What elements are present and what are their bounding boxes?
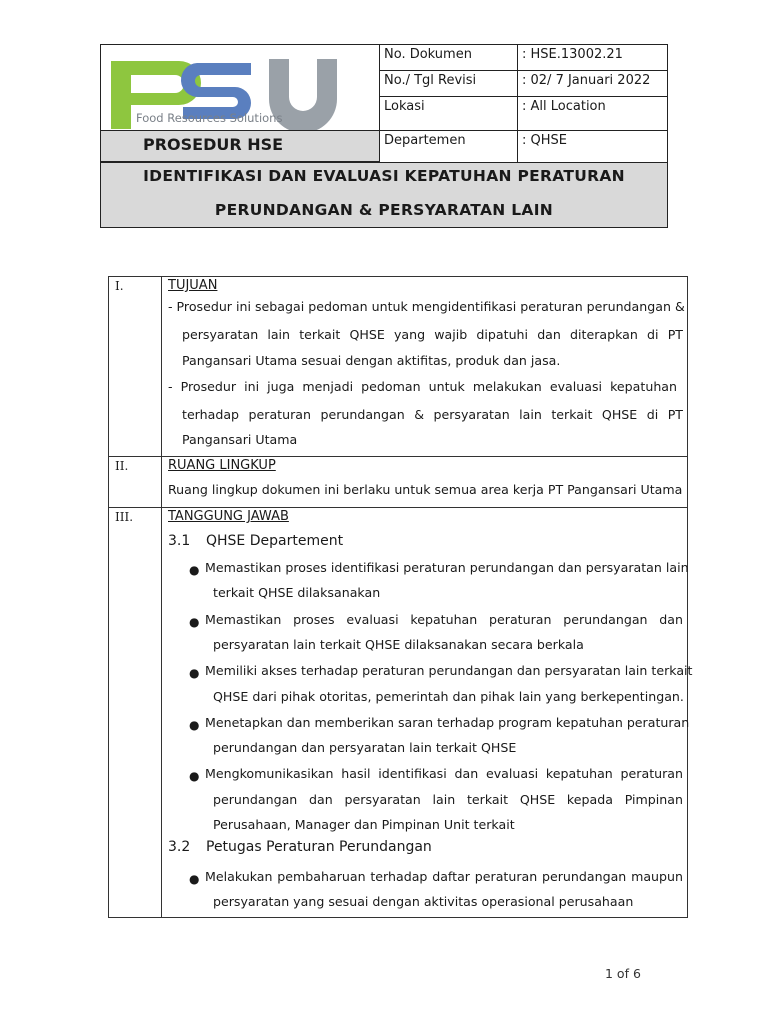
responsibility-line: Memiliki akses terhadap peraturan perundangan dan persyaratan lain terkait [205,663,693,678]
responsibility-line: perundangan dan persyaratan lain terkait QHSE kepada Pimpinan [213,792,683,807]
tujuan-line: terhadap peraturan perundangan & persyaratan lain terkait QHSE di PT [182,407,683,422]
document-title-line2: PERUNDANGAN & PERSYARATAN LAIN [214,201,554,219]
meta-value-doc-no: : HSE.13002.21 [517,44,668,70]
responsibility-line: terkait QHSE dilaksanakan [213,585,381,600]
subsection-number: 3.1 [168,533,191,549]
document-title-cell [100,162,668,228]
subsection-number: 3.2 [168,839,191,855]
tujuan-line: Pangansari Utama sesuai dengan aktifitas, produk dan jasa. [182,353,561,368]
section-number: I. [115,279,124,293]
responsibility-line: persyaratan lain terkait QHSE dilaksanakan secara berkala [213,637,584,652]
section-title-tanggung-jawab: TANGGUNG JAWAB [168,509,289,524]
bullet-icon: ● [189,615,200,629]
subsection-heading-3-1 [168,533,343,549]
responsibility-line: Perusahaan, Manager dan Pimpinan Unit terkait [213,817,515,832]
tujuan-line: Pangansari Utama [182,432,298,447]
tujuan-line: - Prosedur ini sebagai pedoman untuk mengidentifikasi peraturan perundangan & [168,299,685,314]
column-divider [161,277,162,917]
row-divider [109,456,687,457]
section-title-tujuan: TUJUAN [168,278,218,293]
meta-value-department: : QHSE [517,130,668,162]
bullet-icon: ● [189,872,200,886]
meta-label-revision: No./ Tgl Revisi [379,70,517,96]
section-number: II. [115,459,129,473]
subsection-title: QHSE Departement [206,533,344,549]
meta-value-revision: : 02/ 7 Januari 2022 [517,70,668,96]
responsibility-line: Menetapkan dan memberikan saran terhadap program kepatuhan peraturan [205,715,690,730]
page-number: 1 of 6 [605,966,641,981]
section-title-ruang-lingkup: RUANG LINGKUP [168,458,276,473]
logo-caption: Food Resources Solutions [136,111,283,125]
tujuan-line: - Prosedur ini juga menjadi pedoman untuk melakukan evaluasi kepatuhan [168,379,677,394]
subsection-heading-3-2 [168,839,432,855]
bullet-icon: ● [189,666,200,680]
responsibility-line: persyaratan yang sesuai dengan aktivitas operasional perusahaan [213,894,634,909]
responsibility-line: Memastikan proses evaluasi kepatuhan peraturan perundangan dan [205,612,683,627]
ruang-lingkup-text: Ruang lingkup dokumen ini berlaku untuk semua area kerja PT Pangansari Utama [168,482,683,497]
subsection-title: Petugas Peraturan Perundangan [206,839,432,855]
meta-value-location: : All Location [517,96,668,130]
meta-label-department: Departemen [379,130,517,162]
responsibility-line: Memastikan proses identifikasi peraturan perundangan dan persyaratan lain [205,560,689,575]
tujuan-line: persyaratan lain terkait QHSE yang wajib dipatuhi dan diterapkan di PT [182,327,683,342]
responsibility-line: QHSE dari pihak otoritas, pemerintah dan pihak lain yang berkepentingan. [213,689,684,704]
responsibility-line: perundangan dan persyaratan lain terkait QHSE [213,740,517,755]
bullet-icon: ● [189,563,200,577]
meta-label-location: Lokasi [379,96,517,130]
procedure-type: PROSEDUR HSE [143,135,284,154]
logo-cell [100,44,379,130]
section-number: III. [115,510,134,524]
responsibility-line: Mengkomunikasikan hasil identifikasi dan evaluasi kepatuhan peraturan [205,766,683,781]
content-table [108,276,693,918]
responsibility-line: Melakukan pembaharuan terhadap daftar peraturan perundangan maupun [205,869,683,884]
bullet-icon: ● [189,769,200,783]
row-divider [109,507,687,508]
document-title-line1: IDENTIFIKASI DAN EVALUASI KEPATUHAN PERATURAN [143,167,625,185]
bullet-icon: ● [189,718,200,732]
procedure-type-cell [100,130,379,162]
meta-label-doc-no: No. Dokumen [379,44,517,70]
document-header [100,44,668,228]
